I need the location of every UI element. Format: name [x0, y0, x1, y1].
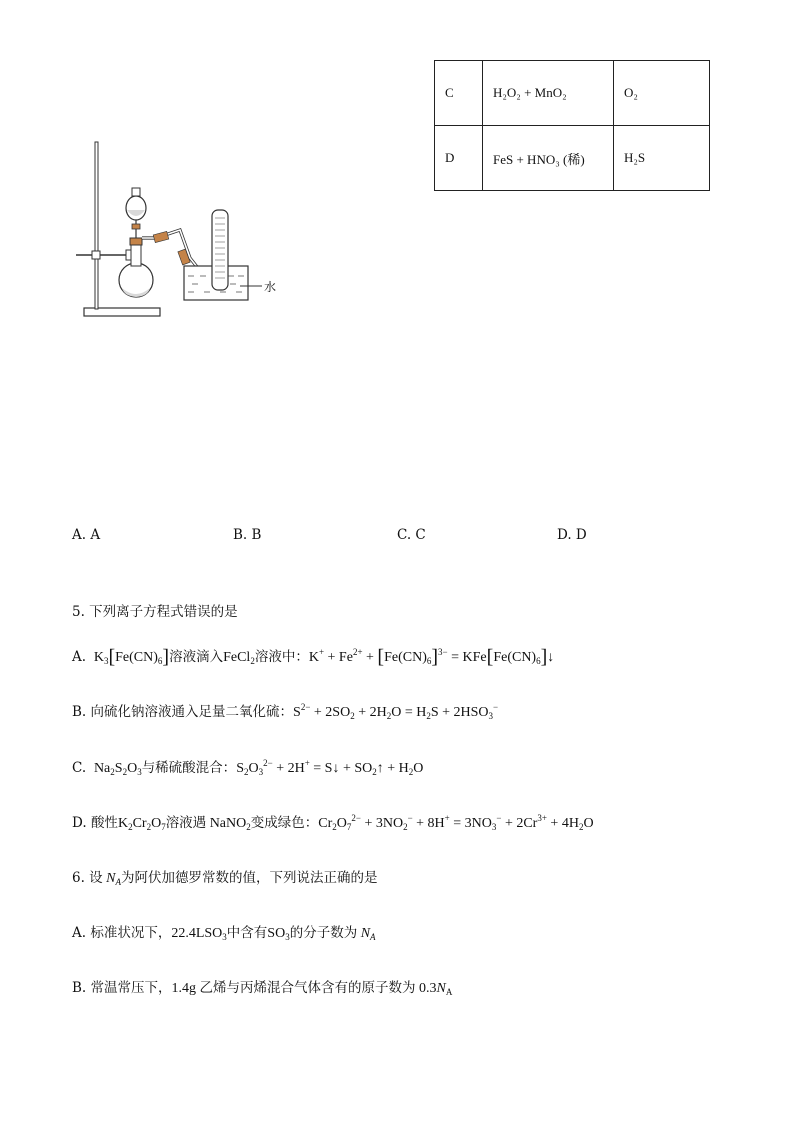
equation: $Cr_2O_7^{2-} + 3NO_2^- + 8H^+ = 3NO_3^- + 2Cr^{3+} + 4H_2O$ — [318, 813, 594, 832]
stem-prefix: 6. 设 — [72, 870, 103, 886]
row-gas: H₂S — [614, 126, 710, 191]
gas-collection-apparatus-diagram — [70, 138, 290, 320]
formula: $N_A$ — [102, 871, 122, 887]
water-label: 水 — [264, 280, 277, 294]
q6-option-a — [72, 921, 376, 942]
option-text: 溶液滴入 — [169, 649, 224, 665]
formula: NaNO$_2$ — [206, 816, 251, 832]
option-prefix: C. — [72, 760, 87, 776]
equation: $S_2O_3^{2-} + 2H^+$ = S↓ + $SO_2↑ + H_2O$ — [236, 758, 424, 777]
q6-option-b — [72, 976, 452, 997]
option-text: 标准状况下， — [90, 925, 172, 941]
formula: $22.4LSO_3$ — [171, 926, 227, 942]
equation: $K^+ + Fe^{2+} + [Fe(CN)_6]^{3-}$ = $KFe[Fe(CN)_6]↓$ — [308, 646, 555, 668]
stem-suffix: 为阿伏加德罗常数的值，下列说法正确的是 — [121, 870, 378, 886]
question-6-stem — [72, 866, 378, 887]
option-text: 常温常压下， — [90, 980, 172, 996]
q4-option-a: A. A — [72, 527, 101, 543]
formula: $0.3N_A$ — [415, 981, 453, 997]
option-text: 向硫化钠溶液通入足量二氧化硫： — [90, 704, 294, 720]
equation: $S^{2-} + 2SO_2 + 2H_2O = H_2S + 2HSO_3^-$ — [293, 702, 499, 721]
option-text: 变成绿色： — [250, 815, 319, 831]
option-prefix: A. — [72, 925, 87, 941]
table-row — [435, 126, 710, 191]
q4-option-c: C. C — [397, 527, 426, 543]
q5-option-b — [72, 700, 498, 721]
row-reagents: FeS + HNO₃ (稀) — [483, 126, 614, 191]
row-label: C — [435, 61, 483, 126]
table-row — [435, 61, 710, 126]
q4-option-b: B. B — [233, 527, 262, 543]
row-reagents: H₂O₂ + MnO₂ — [483, 61, 614, 126]
row-gas: O₂ — [614, 61, 710, 126]
formula: $SO_3$ — [267, 926, 290, 942]
question-5-stem: 5. 下列离子方程式错误的是 — [72, 604, 238, 620]
formula: $K_3[Fe(CN)_6]$ — [90, 646, 170, 668]
option-prefix: B. — [72, 980, 87, 996]
formula: 1.4g — [171, 981, 200, 996]
q5-option-d — [72, 811, 594, 832]
q4-option-d: D. D — [557, 527, 587, 543]
option-text: 与稀硫酸混合： — [141, 760, 237, 776]
q5-option-a — [72, 645, 554, 669]
option-prefix: A. — [72, 649, 87, 665]
option-prefix: D. — [72, 815, 87, 831]
formula: $K_2Cr_2O_7$ — [117, 816, 166, 832]
formula: FeCl$_2$ — [223, 650, 255, 666]
option-text: 酸性 — [90, 815, 118, 831]
option-text: 乙烯与丙烯混合气体含有的原子数为 — [199, 980, 416, 996]
q5-option-c — [72, 756, 423, 777]
reagent-table — [434, 60, 710, 191]
option-text: 溶液中： — [254, 649, 309, 665]
option-text: 溶液遇 — [165, 815, 207, 831]
formula: $Na_2S_2O_3$ — [90, 761, 142, 777]
option-prefix: B. — [72, 704, 87, 720]
row-label: D — [435, 126, 483, 191]
option-text: 的分子数为 — [289, 925, 358, 941]
option-text: 中含有 — [226, 925, 268, 941]
formula: $N_A$ — [357, 926, 376, 942]
